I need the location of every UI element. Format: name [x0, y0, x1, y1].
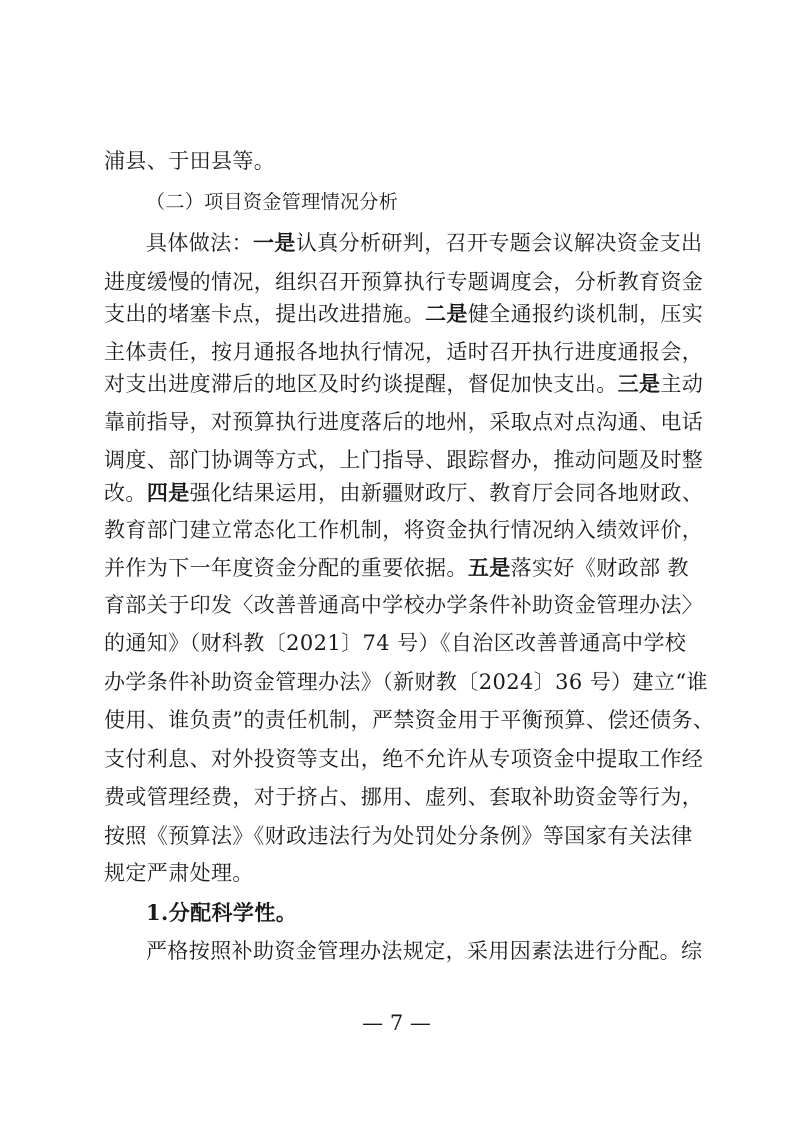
para1-line-7: 调度、部门协调等方式，上门指导、跟踪督办，推动问题及时整 [104, 448, 704, 472]
para1-line-14: 使用、谁负责”的责任机制，严禁资金用于平衡预算、偿还债务、 [104, 708, 715, 732]
bold-marker: 二是 [425, 301, 468, 326]
label-text: 具体做法： [146, 231, 253, 255]
body-text: 落实好《财政部 教 [510, 556, 689, 580]
body-text: 健全通报约谈机制，压实 [467, 302, 704, 326]
para1-line-12: 的通知》（财科教〔2021〕74 号）《自治区改善普通高中学校 [104, 631, 687, 655]
para1-line-17: 按照《预算法》《财政违法行为处罚处分条例》等国家有关法律 [104, 824, 693, 848]
para1-line-1 [146, 232, 702, 254]
para1-line-3 [104, 303, 703, 325]
para1-line-13: 办学条件补助资金管理办法》（新财教〔2024〕36 号）建立“谁 [104, 670, 708, 694]
para1-line-15: 支付利息、对外投资等支出，绝不允许从专项资金中提取工作经 [104, 747, 704, 771]
para1-line-10 [104, 557, 689, 579]
para1-line-16: 费或管理经费，对于挤占、挪用、虚列、套取补助资金等行为， [104, 785, 704, 809]
section-heading: （二）项目资金管理情况分析 [146, 191, 399, 213]
para1-line-6: 靠前指导，对预算执行进度落后的地州，采取点对点沟通、电话 [104, 410, 704, 434]
intro-tail-line: 浦县、于田县等。 [104, 149, 276, 173]
para1-line-5 [104, 373, 703, 395]
body-text: 改。 [104, 481, 147, 505]
body-text: 主动 [660, 372, 704, 396]
body-text: 强化结果运用，由新疆财政厅、教育厅会同各地财政、 [189, 481, 704, 505]
body-text: 并作为下一年度资金分配的重要依据。 [104, 556, 468, 580]
para1-line-8 [104, 482, 703, 504]
body-text: 支出的堵塞卡点，提出改进措施。 [104, 302, 425, 326]
subheading: 1.分配科学性。 [146, 900, 298, 925]
para1-line-9: 教育部门建立常态化工作机制，将资金执行情况纳入绩效评价， [104, 518, 704, 542]
body-text: 对支出进度滞后的地区及时约谈提醒，督促加快支出。 [104, 372, 618, 396]
para1-line-11: 育部关于印发〈改善普通高中学校办学条件补助资金管理办法〉 [104, 593, 704, 617]
bold-marker: 三是 [617, 371, 661, 396]
para2-line-1: 严格按照补助资金管理办法规定，采用因素法进行分配。综 [146, 939, 703, 963]
bold-marker: 一是 [253, 230, 296, 255]
bold-marker: 五是 [467, 555, 511, 580]
para1-line-2: 进度缓慢的情况，组织召开预算执行专题调度会，分析教育资金 [104, 270, 704, 294]
bold-marker: 四是 [146, 480, 190, 505]
body-text: 认真分析研判，召开专题会议解决资金支出 [295, 231, 703, 255]
page-number: — 7 — [362, 1011, 431, 1035]
para1-line-18: 规定严肃处理。 [104, 861, 254, 885]
para1-line-4: 主体责任，按月通报各地执行情况，适时召开执行进度通报会， [104, 340, 704, 364]
